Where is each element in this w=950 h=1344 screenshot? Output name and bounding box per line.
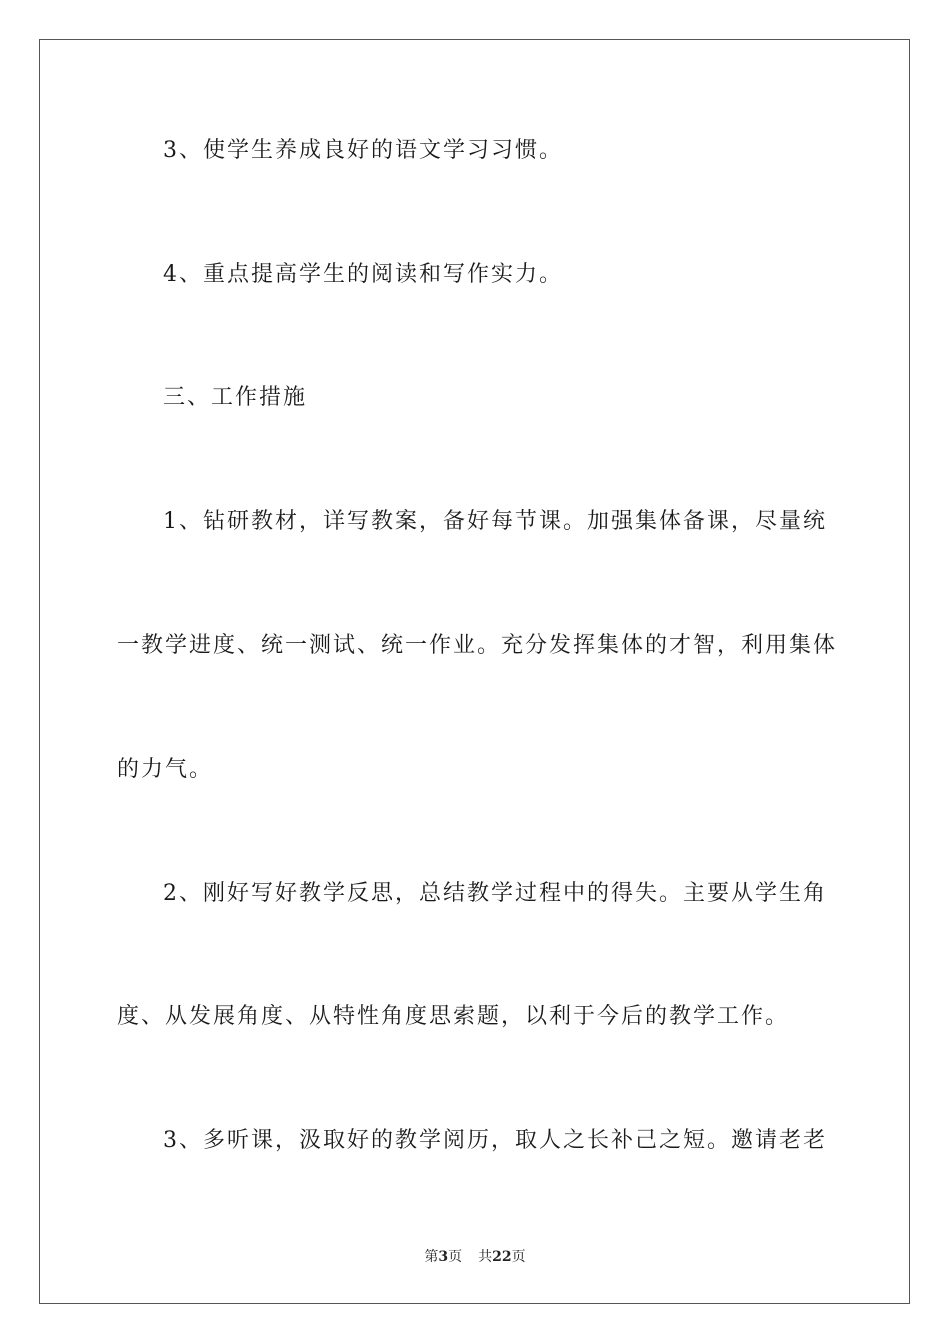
paragraph-line-7: 2、刚好写好教学反思，总结教学过程中的得失。主要从学生角 — [163, 881, 827, 906]
section-heading: 三、工作措施 — [163, 385, 308, 410]
paragraph-line-6: 的力气。 — [117, 757, 214, 782]
total-prefix: 共 — [478, 1249, 493, 1265]
paragraph-line-9: 3、多听课，汲取好的教学阅历，取人之长补己之短。邀请老老 — [163, 1128, 827, 1153]
page-footer — [0, 1246, 950, 1266]
page-suffix: 页 — [448, 1249, 463, 1265]
paragraph-line-2: 4、重点提高学生的阅读和写作实力。 — [163, 262, 563, 287]
paragraph-line-1: 3、使学生养成良好的语文学习习惯。 — [163, 138, 563, 163]
paragraph-line-8: 度、从发展角度、从特性角度思索题，以利于今后的教学工作。 — [117, 1004, 790, 1029]
page-border — [39, 39, 910, 1304]
total-pages: 22 — [492, 1249, 512, 1265]
paragraph-line-4: 1、钻研教材，详写教案，备好每节课。加强集体备课，尽量统 — [163, 509, 827, 534]
page-number: 3 — [438, 1249, 449, 1265]
paragraph-line-5: 一教学进度、统一测试、统一作业。充分发挥集体的才智，利用集体 — [117, 633, 838, 658]
page-prefix: 第 — [424, 1249, 439, 1265]
total-suffix: 页 — [511, 1249, 526, 1265]
